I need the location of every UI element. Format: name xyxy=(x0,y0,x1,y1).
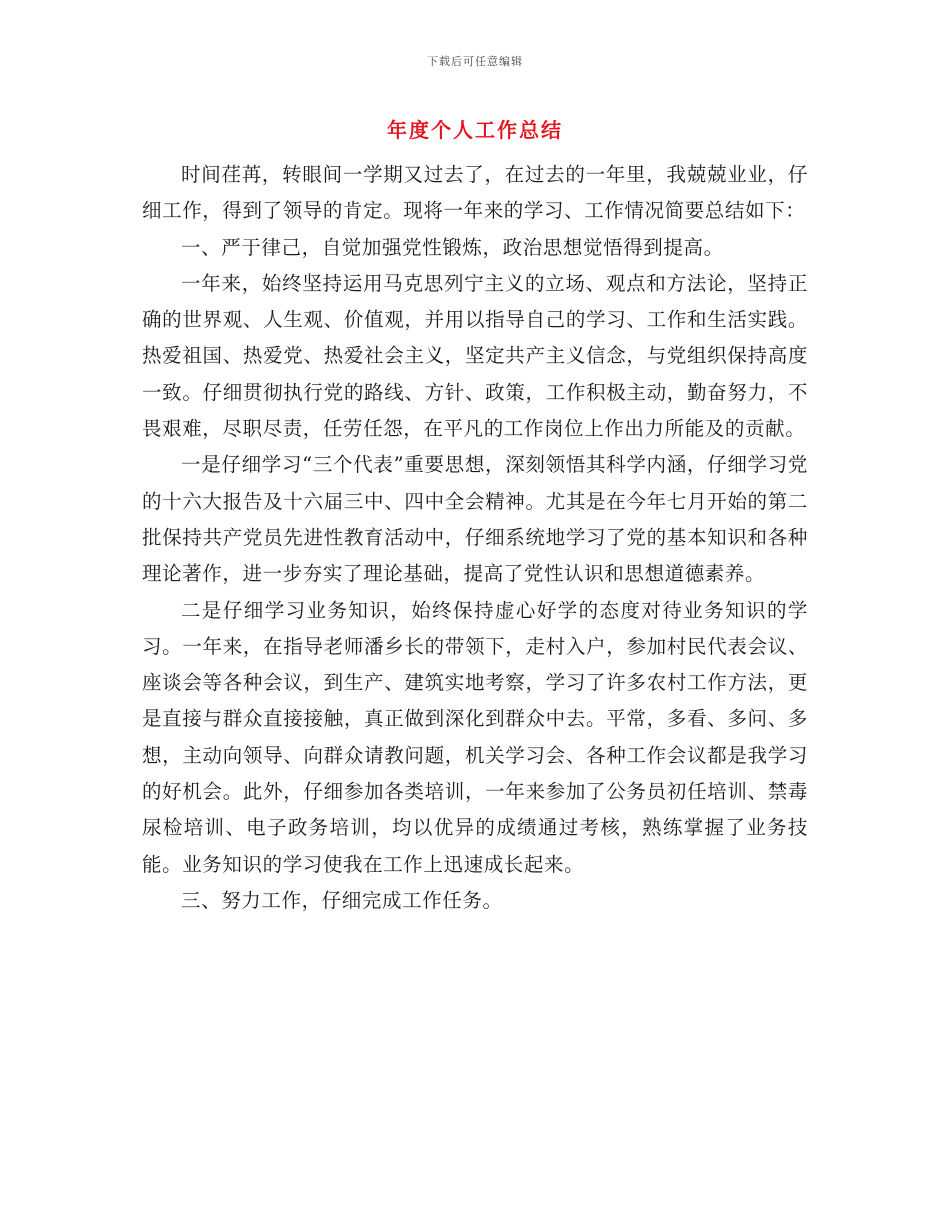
paragraph-study-business: 二是仔细学习业务知识，始终保持虚心好学的态度对待业务知识的学习。一年来，在指导老师潘乡长的带领下，走村入户，参加村民代表会议、座谈会等各种会议，到生产、建筑实地考察，学习了许多农村工作方法，更是直接与群众直接接触，真正做到深化到群众中去。平常，多看、多问、多想，主动向领导、向群众请教问题，机关学习会、各种工作会议都是我学习的好机会。此外，仔细参加各类培训，一年来参加了公务员初任培训、禁毒尿检培训、电子政务培训，均以优异的成绩通过考核，熟练掌握了业务技能。业务知识的学习使我在工作上迅速成长起来。 xyxy=(142,598,808,876)
paragraph-section-3-heading: 三、努力工作，仔细完成工作任务。 xyxy=(181,888,503,912)
paragraph-intro: 时间荏苒，转眼间一学期又过去了，在过去的一年里，我兢兢业业，仔细工作，得到了领导的肯定。现将一年来的学习、工作情况简要总结如下： xyxy=(142,163,808,223)
paragraph-section-1-heading: 一、严于律己，自觉加强党性锻炼，政治思想觉悟得到提高。 xyxy=(181,235,724,259)
paragraph-section-1-body: 一年来，始终坚持运用马克思列宁主义的立场、观点和方法论，坚持正确的世界观、人生观、价值观，并用以指导自己的学习、工作和生活实践。热爱祖国、热爱党、热爱社会主义，坚定共产主义信念，与党组织保持高度一致。仔细贯彻执行党的路线、方针、政策，工作积极主动，勤奋努力，不畏艰难，尽职尽责，任劳任怨，在平凡的工作岗位上作出力所能及的贡献。 xyxy=(142,271,808,441)
document-title: 年度个人工作总结 xyxy=(387,118,563,142)
document-body xyxy=(142,157,808,919)
header-note: 下载后可任意编辑 xyxy=(427,55,523,68)
paragraph-study-theory: 一是仔细学习“三个代表”重要思想，深刻领悟其科学内涵，仔细学习党的十六大报告及十六届三中、四中全会精神。尤其是在今年七月开始的第二批保持共产党员先进性教育活动中，仔细系统地学习了党的基本知识和各种理论著作，进一步夯实了理论基础，提高了党性认识和思想道德素养。 xyxy=(142,453,808,586)
